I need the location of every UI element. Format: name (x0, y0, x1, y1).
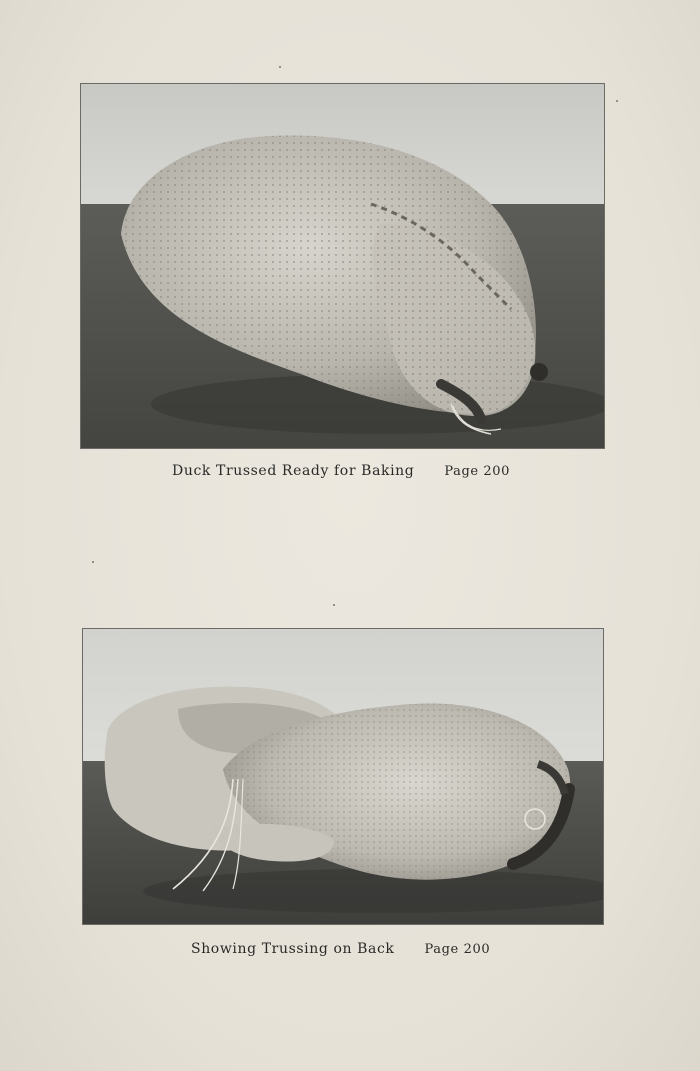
paper-speck (279, 66, 281, 68)
duck-trussed-photo (80, 83, 605, 449)
duck-back-trussing-photo (82, 628, 604, 925)
caption-title: Showing Trussing on Back (191, 941, 395, 957)
duck-trussed-illustration (81, 84, 604, 448)
paper-speck (616, 100, 618, 102)
paper-speck (92, 561, 94, 563)
plate-caption (172, 463, 510, 479)
plate-caption (191, 941, 490, 957)
caption-page-ref: Page 200 (424, 942, 491, 957)
duck-back-illustration (83, 629, 603, 924)
caption-page-ref: Page 200 (444, 464, 511, 479)
paper-speck (333, 604, 335, 606)
caption-title: Duck Trussed Ready for Baking (172, 463, 415, 479)
